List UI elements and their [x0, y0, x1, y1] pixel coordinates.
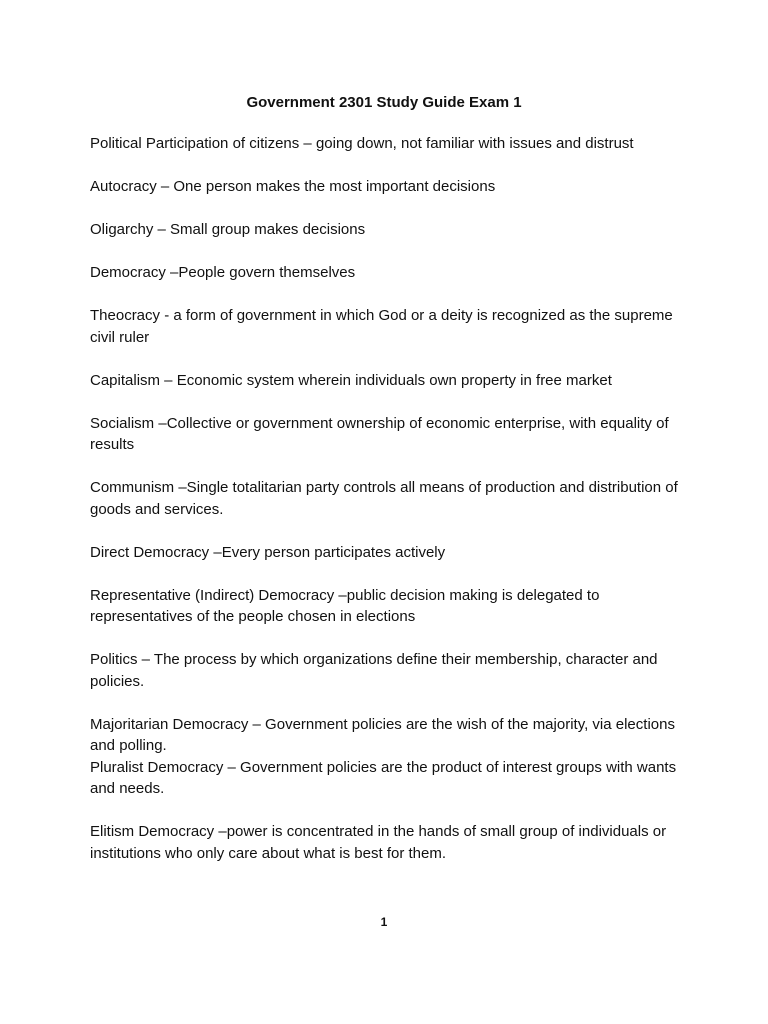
definition-communism: Communism –Single totalitarian party controls all means of production and distribution of goods and services. [90, 479, 678, 518]
definition-oligarchy: Oligarchy – Small group makes decisions [90, 221, 366, 238]
definition-socialism: Socialism –Collective or government ownership of economic enterprise, with equality of results [90, 414, 669, 453]
document-title: Government 2301 Study Guide Exam 1 [246, 94, 522, 111]
definition-capitalism: Capitalism – Economic system wherein individuals own property in free market [90, 371, 612, 389]
definition-politics: Politics – The process by which organizations define their membership, character and policies. [90, 651, 658, 690]
definition-democracy: Democracy –People govern themselves [90, 264, 356, 281]
definition-pluralist-democracy: Pluralist Democracy – Government policies are the product of interest groups with wants and needs. [90, 758, 677, 797]
definition-majoritarian-democracy: Majoritarian Democracy – Government policies are the wish of the majority, via elections and polling. [90, 715, 675, 754]
definition-representative-democracy: Representative (Indirect) Democracy –public decision making is delegated to representatives of the people chosen in elections [90, 586, 600, 625]
definition-list [90, 133, 680, 886]
definition-direct-democracy: Direct Democracy –Every person participates actively [90, 543, 446, 561]
definition-theocracy: Theocracy - a form of government in which God or a deity is recognized as the supreme civil ruler [90, 307, 673, 346]
page-number: 1 [380, 915, 388, 929]
definition-political-participation: Political Participation of citizens – going down, not familiar with issues and distrust [90, 135, 634, 152]
definition-autocracy: Autocracy – One person makes the most important decisions [90, 178, 496, 195]
definition-elitism-democracy: Elitism Democracy –power is concentrated in the hands of small group of individuals or institutions who only care about what is best for them. [90, 823, 667, 862]
